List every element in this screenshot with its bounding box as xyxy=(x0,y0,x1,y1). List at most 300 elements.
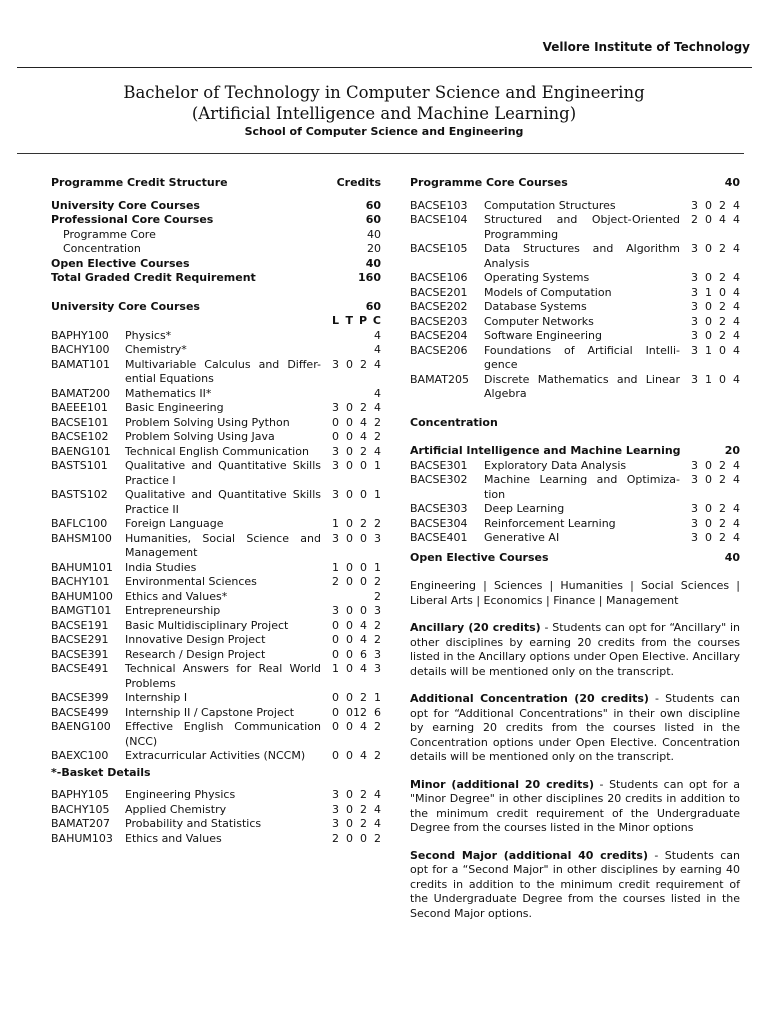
course-p: 0 xyxy=(360,531,367,545)
course-code: BAMAT207 xyxy=(51,817,110,830)
ltpc-header xyxy=(51,314,381,329)
course-row xyxy=(51,803,381,818)
course-c: 4 xyxy=(374,343,381,356)
course-name: Software Engineering xyxy=(484,329,602,342)
course-name: Research / Design Project xyxy=(125,647,266,661)
course-ltpc xyxy=(680,271,740,286)
credit-structure-header xyxy=(51,176,381,191)
credit-row-label: Professional Core Courses xyxy=(51,213,214,226)
course-code: BAMAT200 xyxy=(51,386,110,400)
course-name: Reinforcement Learning xyxy=(484,516,616,530)
credit-row xyxy=(51,199,381,214)
course-t: 0 xyxy=(346,662,353,675)
university-core-heading: University Core Courses xyxy=(51,299,200,313)
course-c: 4 xyxy=(733,300,740,313)
course-ltpc xyxy=(321,590,381,605)
course-ltpc xyxy=(680,344,740,359)
course-code: BACHY100 xyxy=(51,343,110,356)
course-code: BAPHY100 xyxy=(51,328,109,342)
course-name: Innovative Design Project xyxy=(125,633,266,646)
course-name: Extracurricular Activities (NCCM) xyxy=(125,749,306,762)
course-t xyxy=(339,590,353,605)
course-c: 4 xyxy=(733,271,740,284)
course-code: BACSE201 xyxy=(410,285,468,299)
course-code: BAEXC100 xyxy=(51,749,109,762)
course-c: 4 xyxy=(374,444,381,458)
course-t: 0 xyxy=(346,647,353,661)
course-t: 0 xyxy=(346,517,353,530)
course-c: 1 xyxy=(374,488,381,501)
course-ltpc xyxy=(680,199,740,214)
course-row xyxy=(51,590,381,605)
course-ltpc xyxy=(680,473,740,488)
course-row xyxy=(51,633,381,648)
credit-row-label: Open Elective Courses xyxy=(51,256,190,270)
course-p: 2 xyxy=(719,300,726,313)
right-column xyxy=(410,176,740,921)
course-t: 0 xyxy=(346,749,353,762)
course-row xyxy=(51,749,381,764)
course-code: BACSE101 xyxy=(51,415,109,429)
course-row xyxy=(51,387,381,402)
course-name: Computer Networks xyxy=(484,314,594,328)
course-name: Environmental Sciences xyxy=(125,575,257,588)
course-ltpc xyxy=(680,300,740,315)
course-code: BACSE399 xyxy=(51,691,109,704)
course-row xyxy=(51,416,381,431)
course-row xyxy=(51,604,381,619)
course-l: 0 xyxy=(332,705,339,719)
course-c: 4 xyxy=(733,458,740,472)
course-code: BACSE103 xyxy=(410,198,468,212)
course-name: India Studies xyxy=(125,560,197,574)
course-ltpc xyxy=(321,459,381,474)
open-elective-paragraph xyxy=(410,692,740,765)
course-code: BAFLC100 xyxy=(51,517,108,530)
course-t: 1 xyxy=(705,285,712,299)
course-p: 4 xyxy=(360,720,367,733)
course-l: 0 xyxy=(332,647,339,661)
credit-row xyxy=(51,228,381,243)
course-name: Humanities, Social Science and Management xyxy=(125,531,321,559)
course-ltpc xyxy=(680,286,740,301)
course-name: Technical English Communication xyxy=(125,444,309,458)
course-c: 4 xyxy=(733,285,740,299)
course-t: 0 xyxy=(705,531,712,544)
credit-row-value: 160 xyxy=(358,271,381,284)
course-p: 0 xyxy=(719,343,726,357)
course-p: 12 xyxy=(353,705,367,719)
course-row xyxy=(51,691,381,706)
course-l: 0 xyxy=(332,633,339,646)
course-p: 2 xyxy=(360,817,367,830)
paragraph-label: Ancillary (20 credits) xyxy=(410,621,541,634)
course-c: 4 xyxy=(733,198,740,212)
credits-label: Credits xyxy=(336,176,381,189)
course-name: Technical Answers for Real World Problems xyxy=(125,662,321,690)
course-l xyxy=(325,329,339,344)
course-row xyxy=(51,358,381,387)
course-code: BACSE499 xyxy=(51,705,109,719)
course-l: 3 xyxy=(332,401,339,414)
course-p: 2 xyxy=(719,458,726,472)
course-name: Probability and Statistics xyxy=(125,817,262,830)
course-row xyxy=(51,575,381,590)
course-code: BAHSM100 xyxy=(51,531,112,545)
course-name: Discrete Mathematics and Linear Algebra xyxy=(484,372,680,400)
course-code: BACSE301 xyxy=(410,458,468,472)
course-name: Problem Solving Using Java xyxy=(125,430,275,443)
course-ltpc xyxy=(321,329,381,344)
course-ltpc xyxy=(321,532,381,547)
course-row xyxy=(410,315,740,330)
course-t: 0 xyxy=(346,788,353,801)
programme-core-header xyxy=(410,176,740,191)
course-l: 3 xyxy=(691,343,698,357)
course-l: 3 xyxy=(332,459,339,472)
course-name: Machine Learning and Optimiza- tion xyxy=(484,473,680,501)
course-p: 0 xyxy=(360,488,367,501)
course-p: 2 xyxy=(719,314,726,328)
concentration-list xyxy=(410,459,740,546)
course-row xyxy=(51,788,381,803)
course-row xyxy=(410,271,740,286)
course-t: 0 xyxy=(346,357,353,371)
course-l: 3 xyxy=(691,516,698,530)
course-p: 2 xyxy=(719,198,726,212)
course-code: BACSE106 xyxy=(410,271,468,284)
course-p: 0 xyxy=(360,604,367,617)
course-code: BACSE191 xyxy=(51,618,109,632)
course-c: 2 xyxy=(374,517,381,530)
open-elective-credits: 40 xyxy=(724,550,740,564)
concentration-subheader xyxy=(410,444,740,459)
open-elective-paragraph xyxy=(410,849,740,922)
course-code: BACSE206 xyxy=(410,343,468,357)
course-t: 0 xyxy=(346,691,353,704)
course-c: 4 xyxy=(374,401,381,414)
paragraph-text: - Students can opt for a "Minor Degree" in other disciplines 20 credits in addition to the minimum credit requirement of the Undergraduate Degree from the courses listed in the Minor options xyxy=(410,777,740,834)
course-row xyxy=(410,502,740,517)
course-name: Structured and Object-Oriented Programming xyxy=(484,213,680,241)
course-l: 3 xyxy=(691,314,698,328)
course-p: 0 xyxy=(360,831,367,845)
course-ltpc xyxy=(680,329,740,344)
course-l: 3 xyxy=(691,198,698,212)
course-p: 2 xyxy=(360,357,367,371)
course-t: 0 xyxy=(346,488,353,501)
course-c: 2 xyxy=(374,749,381,762)
university-core-list xyxy=(51,329,381,766)
course-ltpc xyxy=(680,459,740,474)
course-ltpc xyxy=(321,803,381,818)
course-code: BASTS102 xyxy=(51,488,108,501)
course-c: 1 xyxy=(374,560,381,574)
course-code: BAHUM100 xyxy=(51,589,113,603)
course-c: 6 xyxy=(374,705,381,719)
programme-core-list xyxy=(410,199,740,402)
course-l: 1 xyxy=(332,662,339,675)
course-c: 3 xyxy=(374,604,381,617)
course-ltpc xyxy=(321,817,381,832)
course-name: Foreign Language xyxy=(125,517,224,530)
course-p: 4 xyxy=(360,430,367,443)
course-c: 4 xyxy=(733,343,740,357)
course-l: 0 xyxy=(332,749,339,762)
course-t: 0 xyxy=(346,817,353,830)
open-elective-header xyxy=(410,551,740,566)
course-code: BAENG101 xyxy=(51,444,111,458)
course-c: 4 xyxy=(374,357,381,371)
course-code: BAMGT101 xyxy=(51,604,112,617)
course-c: 4 xyxy=(374,802,381,816)
course-name: Entrepreneurship xyxy=(125,604,221,617)
course-name: Mathematics II* xyxy=(125,386,212,400)
course-c: 4 xyxy=(733,502,740,515)
course-t: 0 xyxy=(346,831,353,845)
course-c: 4 xyxy=(374,386,381,400)
paragraph-label: Second Major (additional 40 credits) xyxy=(410,848,649,862)
course-c: 2 xyxy=(374,720,381,733)
course-row xyxy=(410,459,740,474)
course-l xyxy=(325,343,339,358)
course-code: BAMAT101 xyxy=(51,357,110,371)
course-ltpc xyxy=(321,662,381,677)
course-code: BACSE202 xyxy=(410,300,468,313)
course-ltpc xyxy=(321,604,381,619)
course-row xyxy=(51,662,381,691)
course-ltpc xyxy=(680,315,740,330)
course-t: 0 xyxy=(346,531,353,545)
course-t: 1 xyxy=(705,372,712,386)
course-row xyxy=(51,401,381,416)
credit-row-label: University Core Courses xyxy=(51,198,200,212)
basket-heading: *-Basket Details xyxy=(51,765,151,779)
course-row xyxy=(51,517,381,532)
course-p: 0 xyxy=(360,459,367,472)
course-name: Problem Solving Using Python xyxy=(125,415,290,429)
course-c: 3 xyxy=(374,647,381,661)
credit-row-value: 40 xyxy=(367,227,381,241)
course-t: 0 xyxy=(346,618,353,632)
course-code: BACSE401 xyxy=(410,531,468,544)
course-l: 3 xyxy=(332,357,339,371)
course-p: 2 xyxy=(719,271,726,284)
course-name: Ethics and Values* xyxy=(125,589,228,603)
ltpc-header-p: P xyxy=(358,314,367,327)
ltpc-header-c: C xyxy=(372,314,381,327)
course-t: 0 xyxy=(346,705,353,719)
course-c: 2 xyxy=(374,633,381,646)
course-l: 2 xyxy=(332,575,339,588)
course-ltpc xyxy=(680,373,740,388)
course-t: 0 xyxy=(346,444,353,458)
course-p: 2 xyxy=(360,802,367,816)
basket-header xyxy=(51,766,381,781)
course-name: Generative AI xyxy=(484,531,560,544)
open-elective-areas: Engineering | Sciences | Humanities | Social Sciences | Liberal Arts | Economics | Finance | Management xyxy=(410,579,740,607)
course-c: 3 xyxy=(374,662,381,675)
course-p: 2 xyxy=(719,473,726,486)
course-row xyxy=(51,817,381,832)
credit-structure-heading: Programme Credit Structure xyxy=(51,176,228,189)
course-c: 2 xyxy=(374,589,381,603)
concentration-heading: Concentration xyxy=(410,415,498,429)
course-p: 0 xyxy=(360,560,367,574)
course-name: Foundations of Artificial Intelli- gence xyxy=(484,343,680,371)
course-c: 4 xyxy=(374,328,381,342)
course-ltpc xyxy=(680,502,740,517)
course-p: 2 xyxy=(719,502,726,515)
course-code: BAENG100 xyxy=(51,720,111,733)
concentration-subheading: Artificial Intelligence and Machine Learning xyxy=(410,444,681,457)
course-row xyxy=(51,329,381,344)
credit-row-value: 20 xyxy=(367,242,381,255)
course-p: 2 xyxy=(719,516,726,530)
credit-row-value: 40 xyxy=(365,256,381,270)
course-c: 4 xyxy=(733,516,740,530)
title-line-1: Bachelor of Technology in Computer Science and Engineering xyxy=(123,83,645,102)
course-p: 2 xyxy=(360,788,367,801)
course-code: BACHY105 xyxy=(51,802,110,816)
course-ltpc xyxy=(321,832,381,847)
course-p: 0 xyxy=(719,372,726,386)
course-t: 0 xyxy=(705,198,712,212)
credit-row xyxy=(51,257,381,272)
course-p: 0 xyxy=(360,575,367,588)
course-row xyxy=(410,300,740,315)
course-row xyxy=(410,517,740,532)
course-code: BACSE203 xyxy=(410,314,468,328)
course-ltpc xyxy=(680,517,740,532)
header-rule xyxy=(17,67,752,68)
paragraph-text: - Students can opt for a “Second Major" in other disciplines by earning 40 credits in addition to the minimum credit requirement of the Undergraduate Degree from the courses listed in the Second Major options. xyxy=(410,848,740,920)
course-name: Applied Chemistry xyxy=(125,802,227,816)
course-c: 4 xyxy=(733,242,740,255)
course-p: 2 xyxy=(719,531,726,544)
course-t xyxy=(339,343,353,358)
course-p: 4 xyxy=(360,633,367,646)
course-t: 0 xyxy=(705,329,712,342)
course-l: 3 xyxy=(691,458,698,472)
course-l: 3 xyxy=(691,285,698,299)
course-p: 4 xyxy=(360,749,367,762)
course-p xyxy=(353,387,367,402)
course-code: BAMAT205 xyxy=(410,372,469,386)
course-t: 0 xyxy=(705,300,712,313)
course-t: 0 xyxy=(346,459,353,472)
course-name: Models of Computation xyxy=(484,285,612,299)
open-elective-paragraph xyxy=(410,778,740,836)
course-row xyxy=(410,213,740,242)
course-row xyxy=(410,531,740,546)
course-ltpc xyxy=(321,749,381,764)
course-c: 4 xyxy=(733,531,740,544)
course-l: 0 xyxy=(332,430,339,443)
school-name: School of Computer Science and Engineering xyxy=(244,125,524,138)
course-t: 0 xyxy=(705,271,712,284)
course-ltpc xyxy=(321,619,381,634)
course-row xyxy=(410,199,740,214)
course-row xyxy=(51,648,381,663)
course-code: BACSE303 xyxy=(410,502,468,515)
course-p: 0 xyxy=(719,285,726,299)
course-name: Exploratory Data Analysis xyxy=(484,458,627,472)
course-t: 0 xyxy=(705,502,712,515)
course-c: 4 xyxy=(733,372,740,386)
course-p: 4 xyxy=(360,662,367,675)
course-ltpc xyxy=(321,517,381,532)
open-elective-heading: Open Elective Courses xyxy=(410,550,549,564)
course-l: 3 xyxy=(332,604,339,617)
course-l: 0 xyxy=(332,618,339,632)
course-row xyxy=(410,286,740,301)
course-code: BACSE491 xyxy=(51,662,109,675)
course-code: BACSE105 xyxy=(410,242,468,255)
paragraph-text: - Students can opt for “Ancillary" in other disciplines by earning 20 credits from the courses listed in the Ancillary options under Open Elective. Ancillary details will be mentioned only on the transcript. xyxy=(410,621,741,678)
course-t: 0 xyxy=(705,473,712,486)
course-p: 4 xyxy=(360,618,367,632)
credit-row-label: Programme Core xyxy=(63,227,156,241)
course-l: 3 xyxy=(332,531,339,545)
course-l: 3 xyxy=(691,372,698,386)
course-p xyxy=(353,590,367,605)
course-name: Basic Engineering xyxy=(125,401,224,414)
course-t: 0 xyxy=(346,575,353,588)
course-l: 1 xyxy=(332,560,339,574)
course-l: 3 xyxy=(691,271,698,284)
course-p: 2 xyxy=(360,691,367,704)
course-t: 0 xyxy=(705,242,712,255)
course-code: BASTS101 xyxy=(51,459,108,472)
course-c: 2 xyxy=(374,415,381,429)
course-row xyxy=(410,373,740,402)
course-ltpc xyxy=(321,401,381,416)
course-code: BACSE304 xyxy=(410,516,468,530)
course-p: 4 xyxy=(719,213,726,226)
course-name: Engineering Physics xyxy=(125,788,236,801)
course-ltpc xyxy=(321,720,381,735)
course-ltpc xyxy=(680,242,740,257)
course-row xyxy=(410,473,740,502)
course-t: 0 xyxy=(346,430,353,443)
course-ltpc xyxy=(321,488,381,503)
course-name: Deep Learning xyxy=(484,502,565,515)
course-name: Qualitative and Quantitative Skills Practice II xyxy=(125,488,321,516)
course-t xyxy=(339,387,353,402)
course-l: 3 xyxy=(332,817,339,830)
programme-core-credits: 40 xyxy=(724,176,740,189)
course-t: 0 xyxy=(346,633,353,646)
course-row xyxy=(51,532,381,561)
course-t: 0 xyxy=(705,458,712,472)
course-c: 4 xyxy=(733,329,740,342)
course-t: 0 xyxy=(705,314,712,328)
course-c: 1 xyxy=(374,691,381,704)
course-t: 0 xyxy=(346,720,353,733)
course-name: Internship II / Capstone Project xyxy=(125,705,295,719)
course-p xyxy=(353,329,367,344)
course-c: 2 xyxy=(374,430,381,443)
paragraph-label: Minor (additional 20 credits) xyxy=(410,777,594,791)
course-p: 2 xyxy=(360,401,367,414)
course-code: BAHUM101 xyxy=(51,560,113,574)
course-l: 1 xyxy=(332,517,339,530)
course-p: 4 xyxy=(360,415,367,429)
course-c: 2 xyxy=(374,575,381,588)
course-name: Internship I xyxy=(125,691,188,704)
credit-row-value: 60 xyxy=(365,213,381,226)
